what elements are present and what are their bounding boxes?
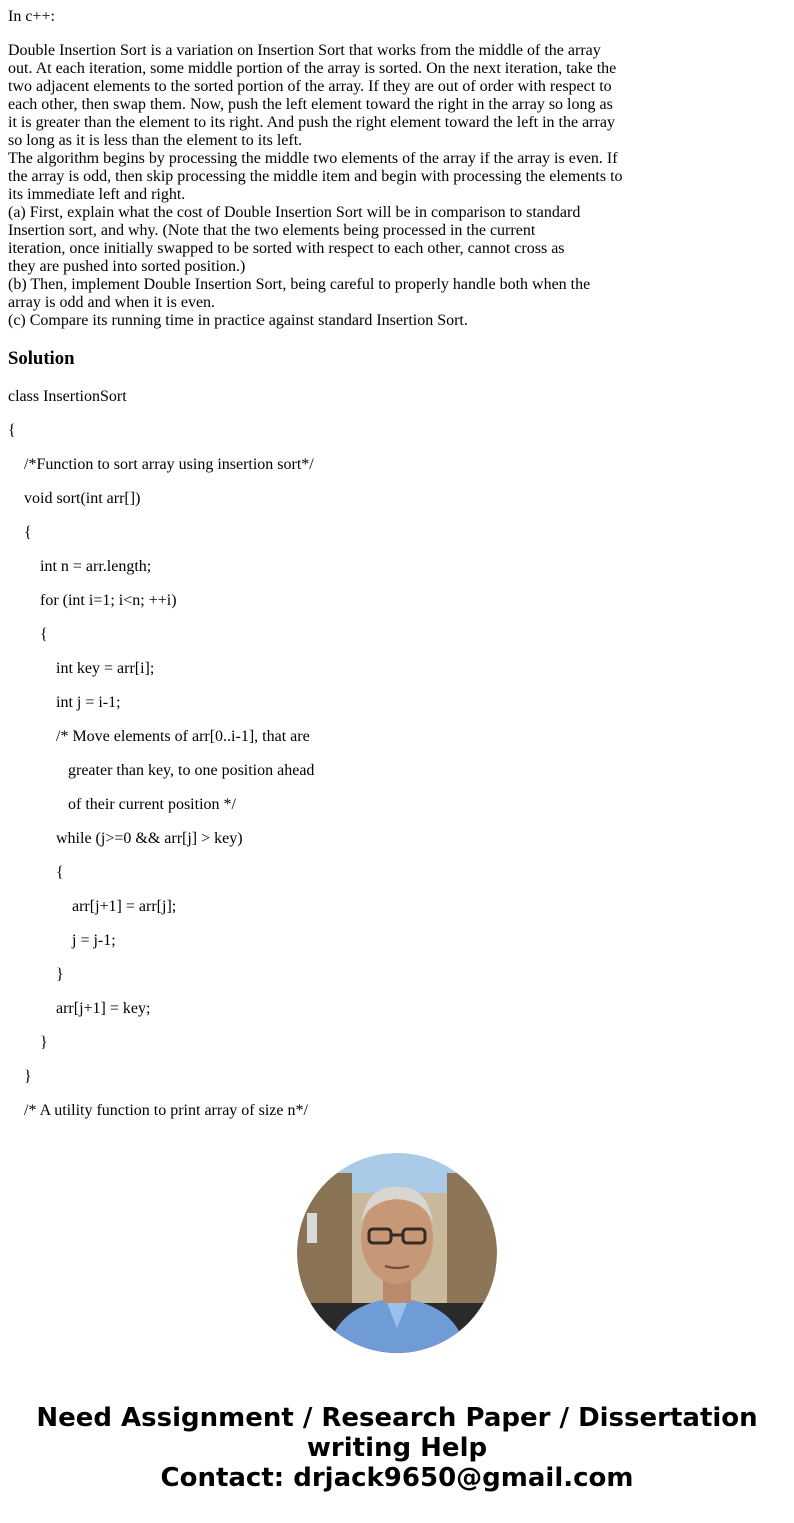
code-line: }	[8, 1068, 32, 1085]
question-line: its immediate left and right.	[8, 186, 186, 203]
question-line: iteration, once initially swapped to be sorted with respect to each other, cannot cross as	[8, 240, 565, 257]
portrait-image	[297, 1153, 497, 1353]
code-line: {	[8, 524, 32, 541]
code-line: int key = arr[i];	[8, 660, 155, 677]
question-text	[8, 42, 788, 330]
author-photo	[297, 1153, 497, 1353]
footer-email: Contact: drjack9650@gmail.com	[160, 1463, 634, 1493]
code-line: while (j>=0 && arr[j] > key)	[8, 830, 243, 847]
code-line: greater than key, to one position ahead	[8, 762, 315, 779]
code-line: of their current position */	[8, 796, 236, 813]
footer-line: Need Assignment / Research Paper / Dissertation	[36, 1403, 758, 1433]
code-line: class InsertionSort	[8, 388, 127, 405]
question-line: the array is odd, then skip processing the middle item and begin with processing the elements to	[8, 168, 623, 185]
code-line: {	[8, 422, 16, 439]
question-line: two adjacent elements to the sorted portion of the array. If they are out of order with respect to	[8, 78, 612, 95]
footer-line: writing Help	[306, 1433, 488, 1463]
code-line: j = j-1;	[8, 932, 116, 949]
code-line: arr[j+1] = key;	[8, 1000, 151, 1017]
page-content	[8, 8, 788, 330]
question-line: so long as it is less than the element to its left.	[8, 132, 303, 149]
code-line: /* Move elements of arr[0..i-1], that are	[8, 728, 310, 745]
solution-heading: Solution	[8, 348, 75, 369]
code-line: {	[8, 626, 48, 643]
code-line: for (int i=1; i<n; ++i)	[8, 592, 177, 609]
footer-contact	[0, 1403, 794, 1493]
question-line: they are pushed into sorted position.)	[8, 258, 246, 275]
code-line: /* A utility function to print array of size n*/	[8, 1102, 308, 1119]
question-line: array is odd and when it is even.	[8, 294, 216, 311]
question-line: (b) Then, implement Double Insertion Sort, being careful to properly handle both when the	[8, 276, 591, 293]
code-line: /*Function to sort array using insertion sort*/	[8, 456, 314, 473]
question-line: Double Insertion Sort is a variation on Insertion Sort that works from the middle of the array	[8, 42, 601, 59]
question-line: each other, then swap them. Now, push the left element toward the right in the array so long as	[8, 96, 613, 113]
question-line: Insertion sort, and why. (Note that the two elements being processed in the current	[8, 222, 536, 239]
code-line: int n = arr.length;	[8, 558, 152, 575]
question-line: out. At each iteration, some middle portion of the array is sorted. On the next iteration, take the	[8, 60, 617, 77]
code-line: arr[j+1] = arr[j];	[8, 898, 177, 915]
question-line: The algorithm begins by processing the middle two elements of the array if the array is even. If	[8, 150, 618, 167]
code-line: }	[8, 1034, 48, 1051]
question-line: it is greater than the element to its right. And push the right element toward the left in the array	[8, 114, 615, 131]
code-block	[8, 388, 314, 1136]
intro-text: In c++:	[8, 8, 55, 25]
code-line: int j = i-1;	[8, 694, 121, 711]
code-line: }	[8, 966, 64, 983]
question-line: (c) Compare its running time in practice against standard Insertion Sort.	[8, 312, 468, 329]
code-line: {	[8, 864, 64, 881]
question-line: (a) First, explain what the cost of Double Insertion Sort will be in comparison to standard	[8, 204, 581, 221]
code-line: void sort(int arr[])	[8, 490, 141, 507]
